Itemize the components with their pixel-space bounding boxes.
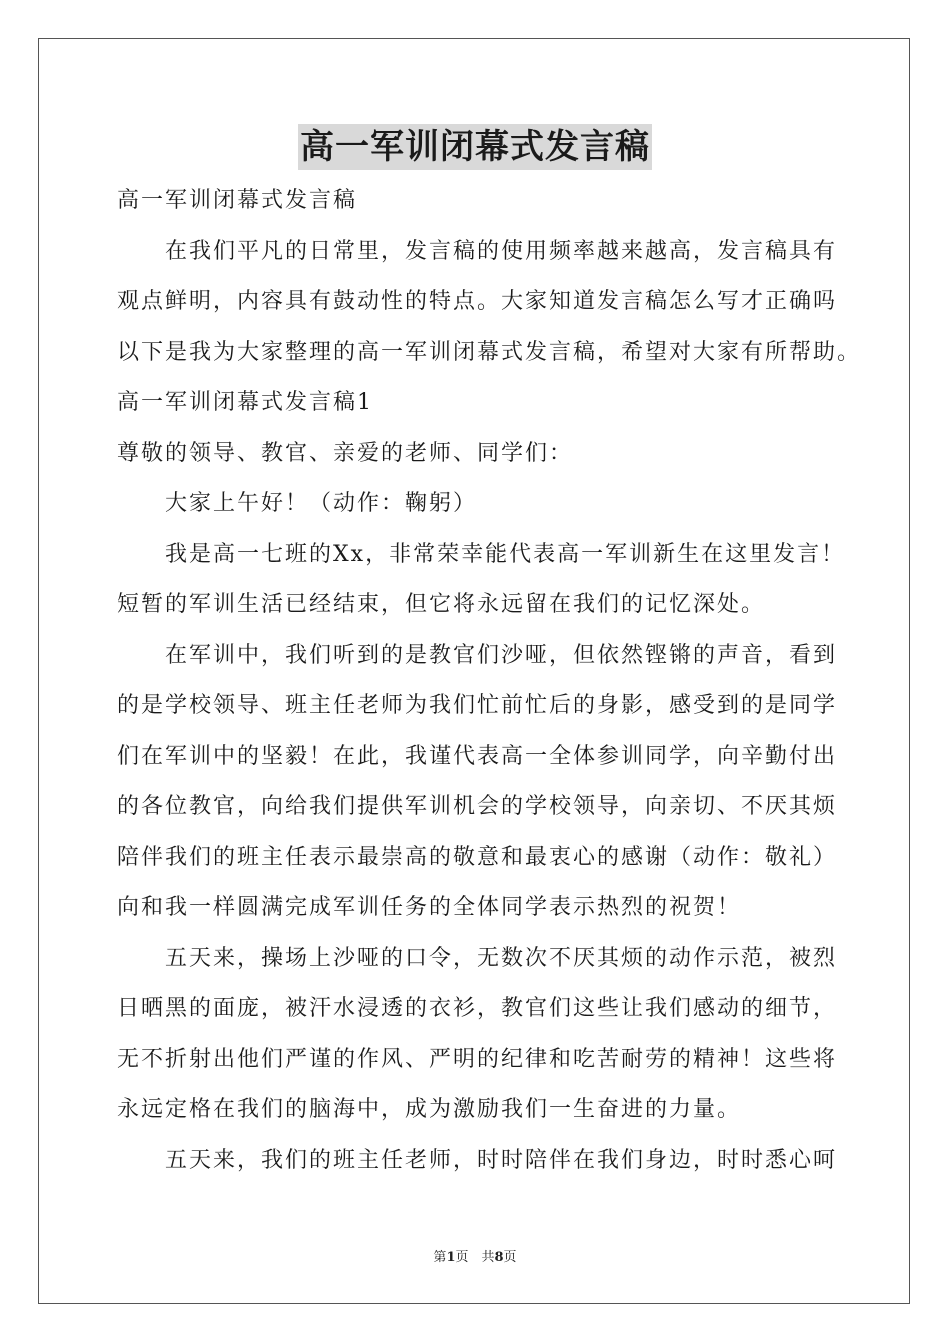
text-line: 永远定格在我们的脑海中，成为激励我们一生奋进的力量。 <box>117 1097 742 1122</box>
footer-current-page: 1 <box>446 1250 456 1265</box>
text-line: 五天来，操场上沙哑的口令，无数次不厌其烦的动作示范，被烈 <box>165 945 838 971</box>
text-line: 向和我一样圆满完成军训任务的全体同学表示热烈的祝贺！ <box>117 895 742 920</box>
footer-page-suffix: 页 <box>503 1250 517 1265</box>
text-line: 在军训中，我们听到的是教官们沙哑，但依然铿锵的声音，看到 <box>165 642 838 668</box>
text-line: 日晒黑的面庞，被汗水浸透的衣衫，教官们这些让我们感动的细节， <box>117 996 838 1021</box>
text-line: 高一军训闭幕式发言稿1 <box>117 390 373 415</box>
text-line: 大家上午好！（动作：鞠躬） <box>165 491 478 516</box>
text-line: 我是高一七班的Xx，非常荣幸能代表高一军训新生在这里发言！ <box>165 541 846 567</box>
text-line: 以下是我为大家整理的高一军训闭幕式发言稿，希望对大家有所帮助。 <box>117 339 862 365</box>
text-line: 无不折射出他们严谨的作风、严明的纪律和吃苦耐劳的精神！这些将 <box>117 1046 838 1072</box>
text-line: 的各位教官，向给我们提供军训机会的学校领导，向亲切、不厌其烦 <box>117 794 838 819</box>
document-body <box>117 176 862 1186</box>
footer-total-pages: 8 <box>494 1250 504 1265</box>
text-line: 尊敬的领导、教官、亲爱的老师、同学们： <box>117 440 574 466</box>
footer-page-prefix: 第 <box>433 1250 447 1265</box>
text-line: 五天来，我们的班主任老师，时时陪伴在我们身边，时时悉心呵 <box>165 1147 838 1173</box>
page-footer <box>0 1246 950 1265</box>
text-line: 短暂的军训生活已经结束，但它将永远留在我们的记忆深处。 <box>117 592 766 617</box>
text-line: 在我们平凡的日常里，发言稿的使用频率越来越高，发言稿具有 <box>165 238 838 264</box>
text-line: 陪伴我们的班主任表示最崇高的敬意和最衷心的感谢（动作：敬礼） <box>117 844 838 870</box>
text-line: 观点鲜明，内容具有鼓动性的特点。大家知道发言稿怎么写才正确吗 <box>117 289 838 314</box>
text-line: 的是学校领导、班主任老师为我们忙前忙后的身影，感受到的是同学 <box>117 693 838 718</box>
text-line: 们在军训中的坚毅！在此，我谨代表高一全体参训同学，向辛勤付出 <box>117 743 838 769</box>
text-line: 高一军训闭幕式发言稿 <box>117 188 358 213</box>
footer-page-mid: 页 共 <box>455 1250 495 1265</box>
title-wrapper <box>0 124 950 170</box>
document-title: 高一军训闭幕式发言稿 <box>298 124 652 170</box>
